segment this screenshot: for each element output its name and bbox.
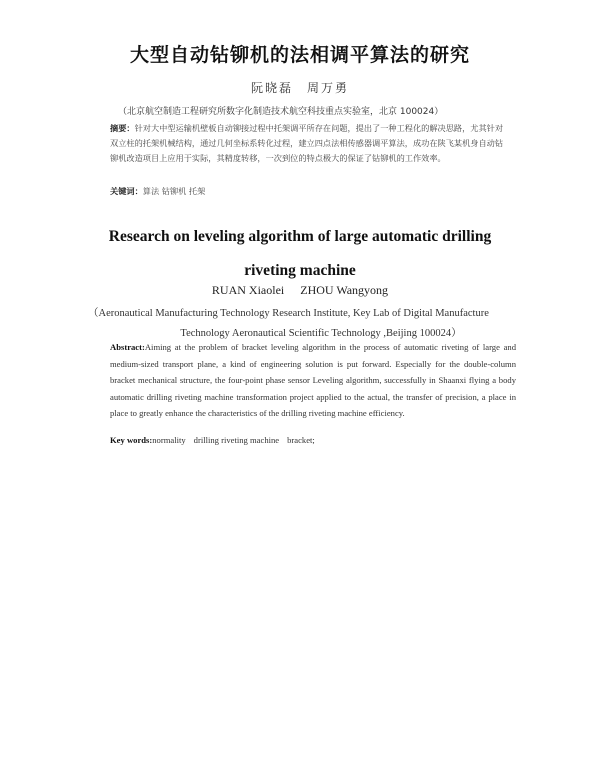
chinese-keywords-text: 算法 钻铆机 托架 [142, 186, 206, 196]
english-abstract-text: Aiming at the problem of bracket leveling algorithm in the process of automatic riveting of large and medium-sized transport plane, a kind of engineering solution is put forward. Especially for the double-column bracket mechanical structure, the four-point phase sensor Leveling algorithm, successfully in Shaanxi flying a body automatic drilling riveting machine transformation project applied to the actual, the transfer of precision, a place in place to greatly enhance the characteristics of the drilling riveting machine efficiency. [110, 342, 516, 419]
english-title-line-1: Research on leveling algorithm of large automatic drilling [108, 228, 492, 245]
author-2: ZHOU Wangyong [300, 283, 389, 297]
english-affiliation-line-2: Technology Aeronautical Scientific Technology ,Beijing 100024） [180, 328, 462, 339]
english-title-line-2: riveting machine [244, 262, 356, 279]
chinese-keywords [110, 186, 508, 197]
chinese-affiliation: （北京航空制造工程研究所数字化制造技术航空科技重点实验室，北京 100024） [118, 107, 444, 117]
english-abstract-label: Abstract: [110, 342, 145, 352]
english-title [0, 220, 600, 288]
english-authors [0, 283, 600, 298]
chinese-abstract-text: 针对大中型运输机壁板自动铆接过程中托架调平所存在问题，提出了一种工程化的解决思路，尤其针对双立柱的托架机械结构，通过几何坐标系转化过程，建立四点法相传感器调平算法，成功在陕飞某机身自动钻铆机改造项目上应用于实际，其精度转移，一次到位的特点极大的保证了钻铆机的工作效率。 [110, 123, 504, 163]
keyword-item: drilling riveting machine [193, 435, 280, 445]
english-keywords-label: Key words: [110, 435, 153, 445]
chinese-authors: 阮晓磊 周万勇 [250, 81, 349, 95]
chinese-abstract [110, 121, 508, 166]
author-1: RUAN Xiaolei [211, 283, 285, 297]
chinese-keywords-label: 关键词： [110, 186, 143, 196]
english-keywords [110, 435, 516, 445]
keyword-item: normality [152, 435, 186, 445]
chinese-abstract-label: 摘要： [110, 123, 135, 133]
english-affiliation [88, 304, 528, 344]
english-affiliation-line-1: （Aeronautical Manufacturing Technology Research Institute, Key Lab of Digital Manufacture [88, 308, 489, 319]
chinese-title: 大型自动钻铆机的法相调平算法的研究 [129, 44, 470, 66]
english-abstract [110, 339, 516, 422]
keyword-item: bracket; [287, 435, 315, 445]
